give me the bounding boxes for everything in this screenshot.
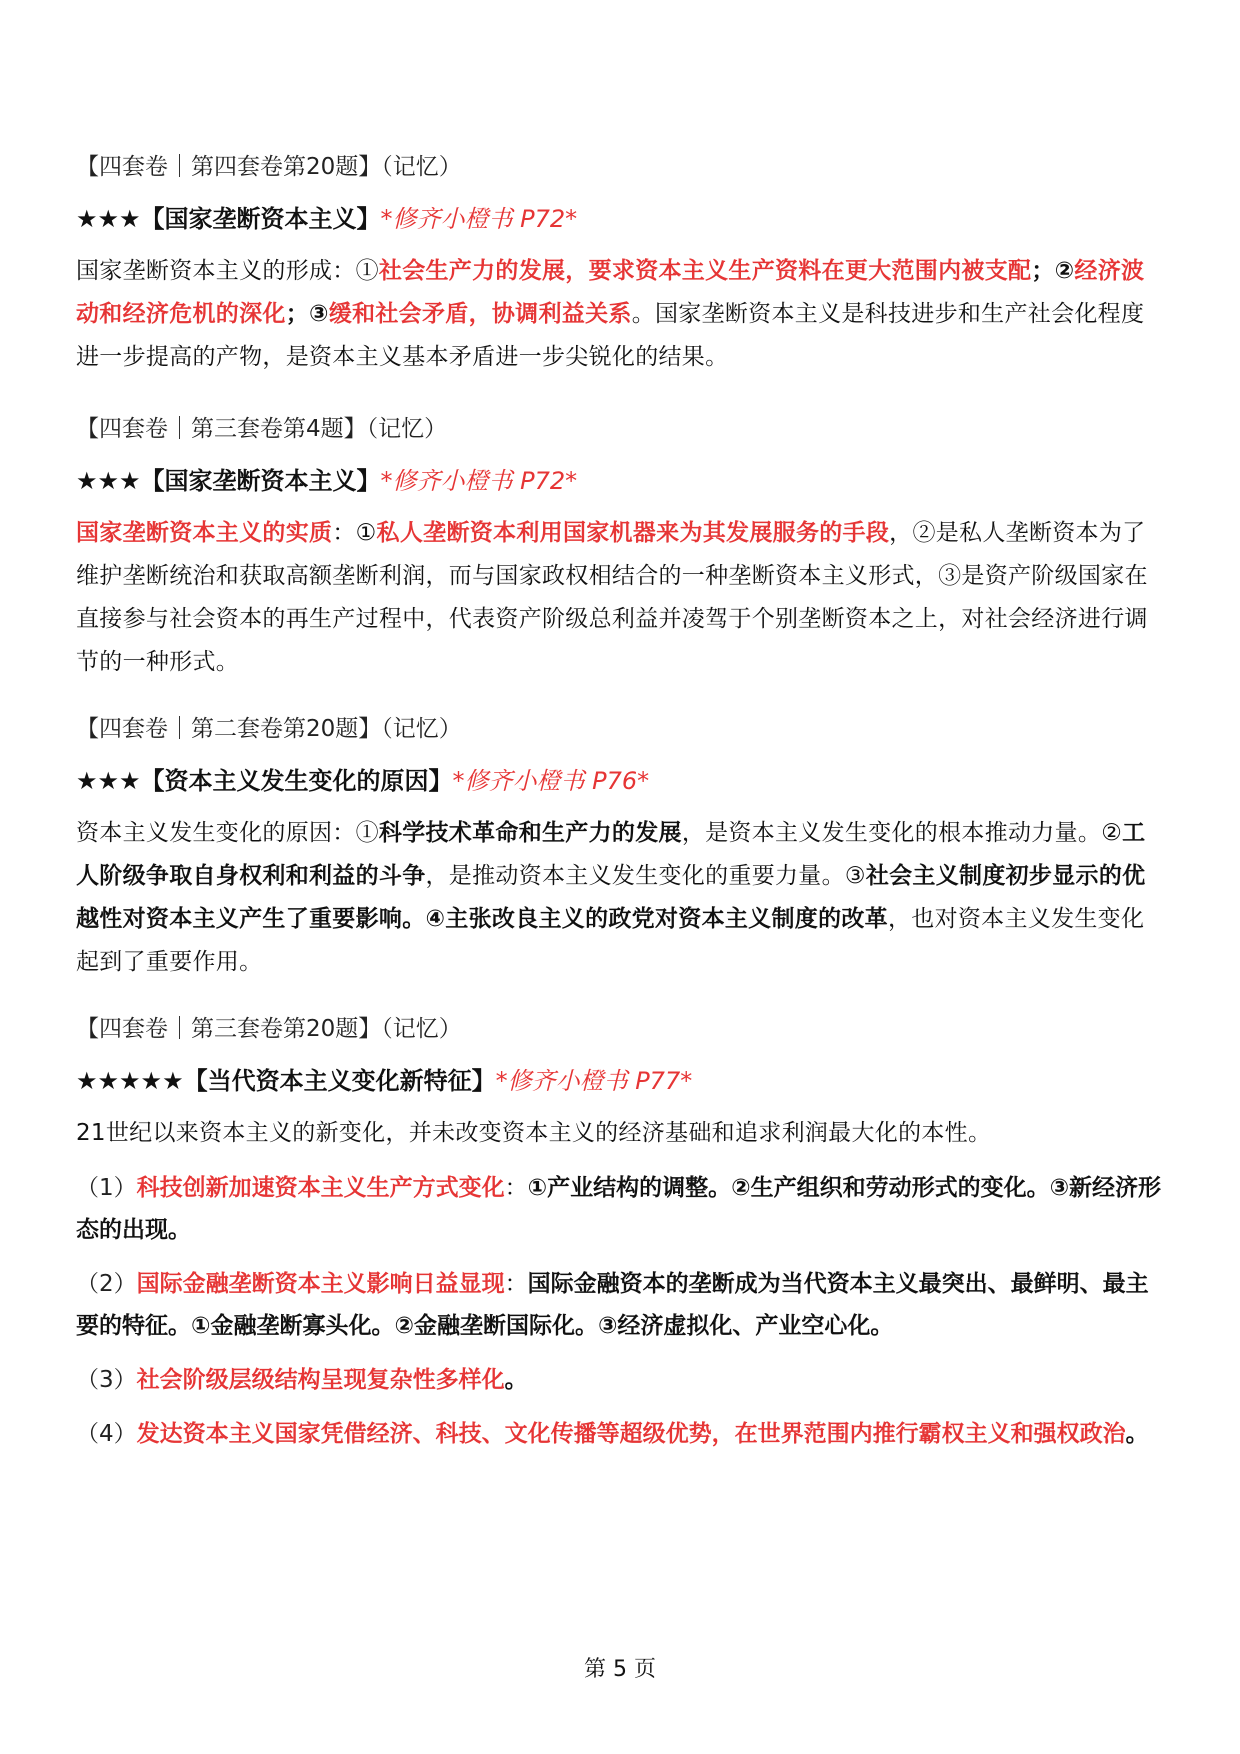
list-item: （1）科技创新加速资本主义生产方式变化：①产业结构的调整。②生产组织和劳动形式的变化。③新经济形态的出现。 <box>76 1175 1162 1243</box>
question-source: 【四套卷｜第四套卷第20题】（记忆） <box>76 154 462 180</box>
answer-paragraph: 国家垄断资本主义的形成：①社会生产力的发展，要求资本主义生产资料在更大范围内被支配；②经济波动和经济危机的深化；③缓和社会矛盾，协调利益关系。国家垄断资本主义是科技进步和生产社会化程度进一步提高的产物，是资本主义基本矛盾进一步尖锐化的结果。 <box>76 258 1145 370</box>
question-section-1 <box>76 150 1166 412</box>
question-section-4 <box>76 1012 1166 1455</box>
question-source: 【四套卷｜第二套卷第20题】（记忆） <box>76 716 462 742</box>
question-source: 【四套卷｜第三套卷第20题】（记忆） <box>76 1016 462 1042</box>
question-source: 【四套卷｜第三套卷第4题】（记忆） <box>76 416 448 442</box>
book-reference: *修齐小橙书 P72* <box>380 205 578 233</box>
topic-title: 【资本主义发生变化的原因】 <box>140 767 453 795</box>
topic-title: 【国家垄断资本主义】 <box>140 467 381 495</box>
book-reference: *修齐小橙书 P76* <box>452 767 650 795</box>
intro-paragraph: 21世纪以来资本主义的新变化，并未改变资本主义的经济基础和追求利润最大化的本性。 <box>76 1120 992 1146</box>
answer-paragraph: 国家垄断资本主义的实质：①私人垄断资本利用国家机器来为其发展服务的手段，②是私人垄断资本为了维护垄断统治和获取高额垄断利润，而与国家政权相结合的一种垄断资本主义形式，③是资产阶级国家在直接参与社会资本的再生产过程中，代表资产阶级总利益并凌驾于个别垄断资本之上，对社会经济进行调节的一种形式。 <box>76 520 1148 675</box>
book-reference: *修齐小橙书 P72* <box>380 467 578 495</box>
topic-heading <box>76 202 1166 236</box>
page-number: 第 5 页 <box>584 1657 656 1682</box>
star-rating: ★★★★★ <box>76 1067 184 1095</box>
topic-heading <box>76 764 1166 798</box>
question-section-3 <box>76 712 1166 1012</box>
topic-title: 【国家垄断资本主义】 <box>140 205 381 233</box>
topic-title: 【当代资本主义变化新特征】 <box>183 1067 496 1095</box>
topic-heading <box>76 1064 1166 1098</box>
list-item: （2）国际金融垄断资本主义影响日益显现：国际金融资本的垄断成为当代资本主义最突出、最鲜明、最主要的特征。①金融垄断寡头化。②金融垄断国际化。③经济虚拟化、产业空心化。 <box>76 1271 1149 1339</box>
answer-paragraph: 资本主义发生变化的原因：①科学技术革命和生产力的发展，是资本主义发生变化的根本推动力量。②工人阶级争取自身权利和利益的斗争，是推动资本主义发生变化的重要力量。③社会主义制度初步显示的优越性对资本主义产生了重要影响。④主张改良主义的政党对资本主义制度的改革，也对资本主义发生变化起到了重要作用。 <box>76 820 1146 975</box>
topic-heading <box>76 464 1166 498</box>
star-rating: ★★★ <box>76 467 141 495</box>
list-item: （3）社会阶级层级结构呈现复杂性多样化。 <box>76 1367 528 1393</box>
book-reference: *修齐小橙书 P77* <box>495 1067 693 1095</box>
document-page <box>76 150 1166 1455</box>
list-item: （4）发达资本主义国家凭借经济、科技、文化传播等超级优势，在世界范围内推行霸权主义和强权政治。 <box>76 1421 1149 1447</box>
question-section-2 <box>76 412 1166 712</box>
star-rating: ★★★ <box>76 767 141 795</box>
star-rating: ★★★ <box>76 205 141 233</box>
